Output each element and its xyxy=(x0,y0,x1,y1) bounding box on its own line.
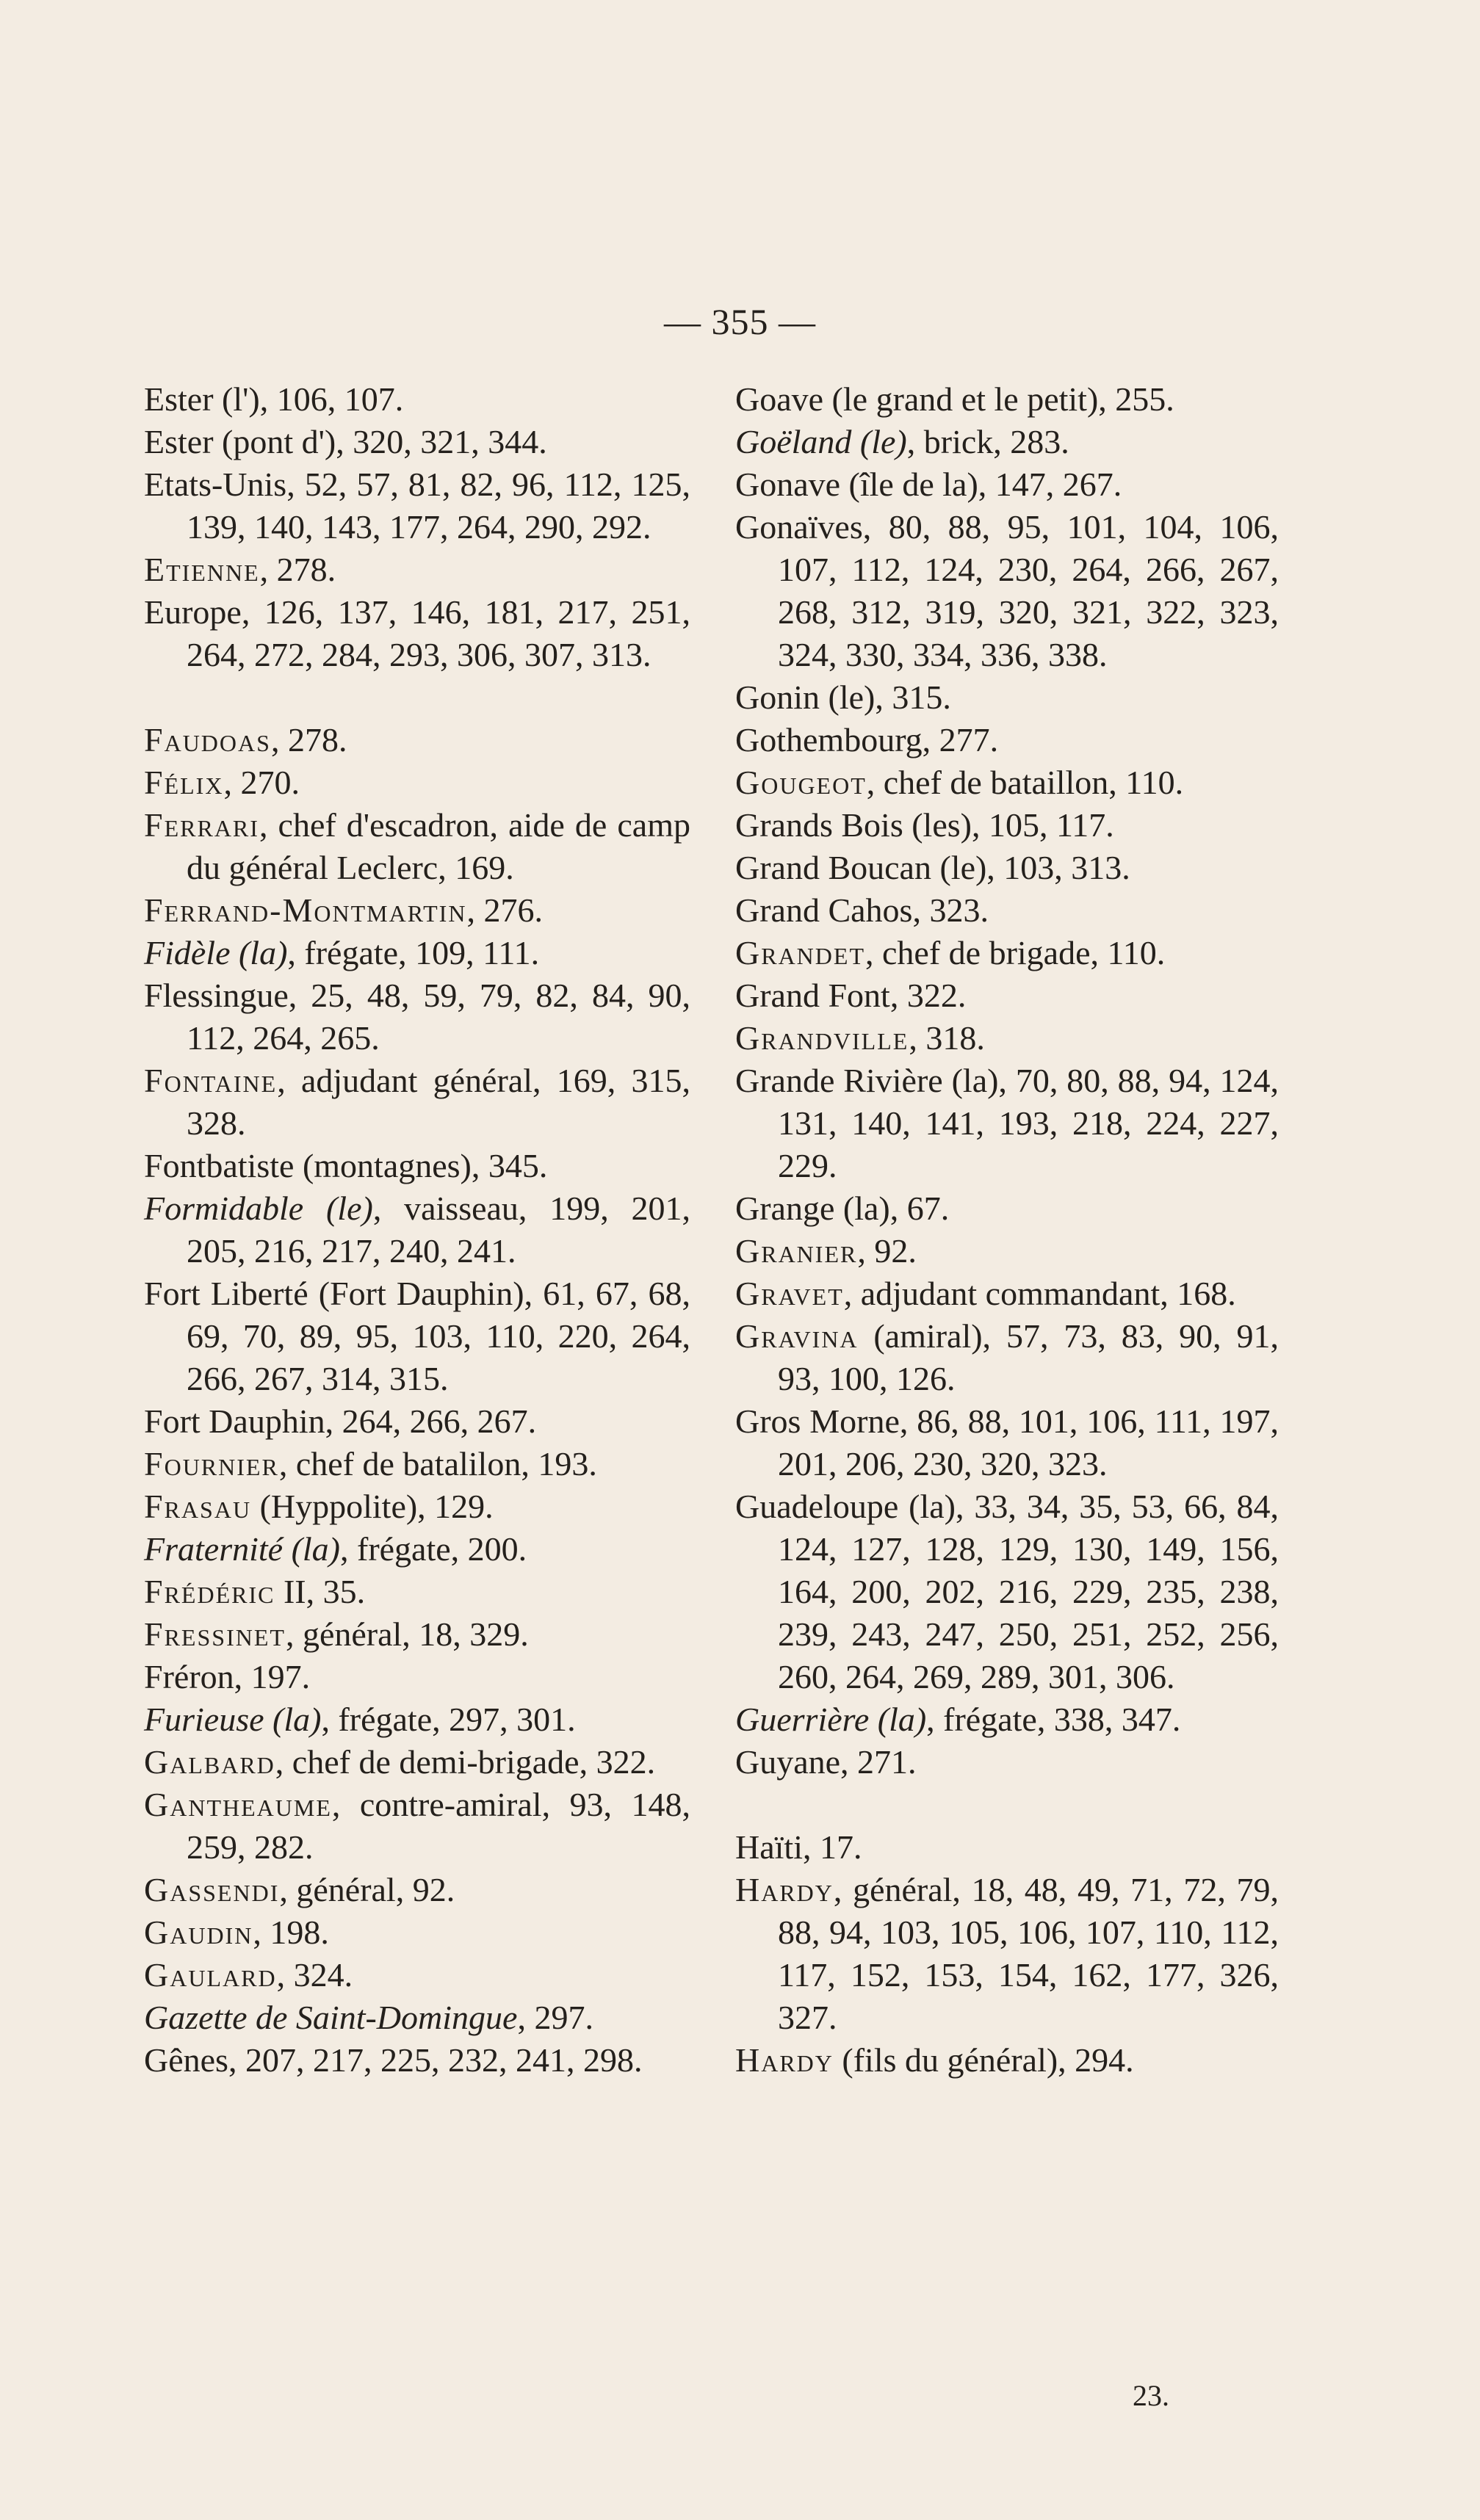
section-gap xyxy=(735,1784,1279,1826)
entry-name: Gaulard xyxy=(144,1956,277,1994)
entry-text: , frégate, 338, 347. xyxy=(926,1701,1181,1738)
entry-text: , frégate, 297, 301. xyxy=(321,1701,576,1738)
index-entry xyxy=(735,1698,1279,1741)
entry-text: , contre-amiral, 93, 148, 259, 282. xyxy=(187,1786,690,1866)
index-entry xyxy=(735,2039,1279,2082)
entry-text: Fontbatiste (montagnes), 345. xyxy=(144,1147,548,1184)
index-entry xyxy=(144,1272,690,1400)
entry-text: Gothembourg, 277. xyxy=(735,721,999,758)
entry-name: Gravina xyxy=(735,1317,859,1355)
entry-name: Fournier xyxy=(144,1445,279,1482)
entry-text: , chef de demi-brigade, 322. xyxy=(275,1743,656,1781)
entry-title: Fraternité (la) xyxy=(144,1530,340,1568)
index-entry xyxy=(735,1400,1279,1485)
entry-text: Haïti, 17. xyxy=(735,1828,862,1866)
index-entry xyxy=(735,1315,1279,1400)
index-entry xyxy=(735,1272,1279,1315)
entry-title: Formidable (le) xyxy=(144,1190,373,1227)
entry-text: Europe, 126, 137, 146, 181, 217, 251, 264, 272, 284, 293, 306, 307, 313. xyxy=(144,593,690,673)
entry-text: Fort Liberté (Fort Dauphin), 61, 67, 68, 69, 70, 89, 95, 103, 110, 220, 264, 266, 267, 314, 315. xyxy=(144,1275,690,1397)
entry-text: Guyane, 271. xyxy=(735,1743,917,1781)
entry-name: Ferrari xyxy=(144,806,259,844)
index-entry xyxy=(735,421,1279,463)
entry-text: Gênes, 207, 217, 225, 232, 241, 298. xyxy=(144,2041,643,2079)
entry-text: Goave (le grand et le petit), 255. xyxy=(735,380,1174,418)
entry-text: (Hyppolite), 129. xyxy=(251,1488,494,1525)
entry-text: Grands Bois (les), 105, 117. xyxy=(735,806,1114,844)
entry-text: Grand Boucan (le), 103, 313. xyxy=(735,849,1130,886)
entry-text: , 318. xyxy=(909,1019,985,1057)
index-entry xyxy=(735,506,1279,676)
entry-text: , adjudant commandant, 168. xyxy=(843,1275,1236,1312)
entry-text: , 92. xyxy=(857,1232,917,1270)
entry-name: Hardy xyxy=(735,2041,834,2079)
entry-name: Gaudin xyxy=(144,1913,253,1951)
entry-text: , 270. xyxy=(223,764,300,801)
index-entry xyxy=(144,2039,690,2082)
index-entry xyxy=(144,1060,690,1145)
entry-text: , général, 18, 329. xyxy=(285,1615,529,1653)
entry-text: Grand Font, 322. xyxy=(735,977,967,1014)
index-entry xyxy=(735,463,1279,506)
entry-text: , chef de brigade, 110. xyxy=(865,934,1166,971)
entry-text: (fils du général), 294. xyxy=(833,2041,1134,2079)
entry-text: , 278. xyxy=(259,551,336,588)
entry-name: Faudoas xyxy=(144,721,271,758)
entry-text: , 297. xyxy=(517,1999,593,2036)
entry-text: Gonave (île de la), 147, 267. xyxy=(735,466,1122,503)
entry-text: Gonin (le), 315. xyxy=(735,678,951,716)
entry-text: , général, 92. xyxy=(279,1871,455,1908)
index-entry xyxy=(144,1443,690,1485)
entry-text: , 276. xyxy=(466,891,543,929)
index-entry xyxy=(735,974,1279,1017)
index-entry xyxy=(144,1954,690,1996)
entry-name: Etienne xyxy=(144,551,260,588)
entry-text: , brick, 283. xyxy=(906,423,1069,460)
index-entry xyxy=(144,548,690,591)
index-entry xyxy=(735,804,1279,847)
entry-name: Galbard xyxy=(144,1743,275,1781)
page-number: — 355 — xyxy=(664,301,816,342)
entry-name: Gantheaume xyxy=(144,1786,332,1823)
entry-title: Furieuse (la) xyxy=(144,1701,322,1738)
entry-text: , frégate, 109, 111. xyxy=(287,934,540,971)
entry-text: (amiral), 57, 73, 83, 90, 91, 93, 100, 126. xyxy=(778,1317,1279,1397)
index-entry xyxy=(144,463,690,548)
entry-text: Guadeloupe (la), 33, 34, 35, 53, 66, 84, 124, 127, 128, 129, 130, 149, 156, 164, 200, 202, 216, 229, 235, 238, 239, 243, 247, 250, 251, 252, 256, 260, 264, 269, 289, 301, 306. xyxy=(735,1488,1279,1695)
index-entry xyxy=(735,378,1279,421)
entry-text: , adjudant général, 169, 315, 328. xyxy=(187,1062,690,1142)
entry-text: Gros Morne, 86, 88, 101, 106, 111, 197, 201, 206, 230, 320, 323. xyxy=(735,1402,1279,1482)
index-entry xyxy=(735,1741,1279,1784)
entry-text: Flessingue, 25, 48, 59, 79, 82, 84, 90, 112, 264, 265. xyxy=(144,977,690,1057)
entry-text: , chef d'escadron, aide de camp du général Leclerc, 169. xyxy=(187,806,690,886)
index-entry xyxy=(144,1571,690,1613)
index-entry xyxy=(144,1784,690,1869)
entry-title: Gazette de Saint-Domingue xyxy=(144,1999,518,2036)
index-entry xyxy=(735,847,1279,889)
index-entry xyxy=(144,761,690,804)
entry-name: Gravet xyxy=(735,1275,844,1312)
entry-text: Ester (pont d'), 320, 321, 344. xyxy=(144,423,547,460)
entry-text: , général, 18, 48, 49, 71, 72, 79, 88, 94, 103, 105, 106, 107, 110, 112, 117, 152, 153, 154, 162, 177, 326, 327. xyxy=(778,1871,1279,2036)
index-entry xyxy=(144,421,690,463)
index-entry xyxy=(735,889,1279,932)
entry-text: Fort Dauphin, 264, 266, 267. xyxy=(144,1402,537,1440)
index-entry xyxy=(144,889,690,932)
index-entry xyxy=(144,1485,690,1528)
index-entry xyxy=(144,591,690,676)
entry-text: Gonaïves, 80, 88, 95, 101, 104, 106, 107, 112, 124, 230, 264, 266, 267, 268, 312, 319, 320, 321, 322, 323, 324, 330, 334, 336, 338. xyxy=(735,508,1279,673)
entry-title: Goëland (le) xyxy=(735,423,907,460)
index-entry xyxy=(735,761,1279,804)
index-entry xyxy=(735,932,1279,974)
index-entry xyxy=(144,1613,690,1656)
index-entry xyxy=(144,804,690,889)
entry-text: Grande Rivière (la), 70, 80, 88, 94, 124, 131, 140, 141, 193, 218, 224, 227, 229. xyxy=(735,1062,1279,1184)
index-entry xyxy=(144,1145,690,1187)
index-entry xyxy=(144,378,690,421)
entry-name: Frédéric xyxy=(144,1573,275,1610)
section-gap xyxy=(144,676,690,719)
index-entry xyxy=(144,1996,690,2039)
index-entry xyxy=(144,1528,690,1571)
index-entry xyxy=(144,1741,690,1784)
index-entry xyxy=(144,932,690,974)
entry-name: Gougeot xyxy=(735,764,867,801)
index-entry xyxy=(144,1187,690,1272)
entry-text: , 278. xyxy=(270,721,347,758)
index-entry xyxy=(144,1656,690,1698)
entry-title: Guerrière (la) xyxy=(735,1701,927,1738)
index-entry xyxy=(144,1400,690,1443)
entry-text: II, 35. xyxy=(275,1573,366,1610)
index-entry xyxy=(735,1869,1279,2039)
entry-name: Félix xyxy=(144,764,224,801)
entry-name: Ferrand-Montmartin xyxy=(144,891,467,929)
entry-text: , chef de bataillon, 110. xyxy=(866,764,1184,801)
entry-text: , chef de batalilon, 193. xyxy=(278,1445,597,1482)
entry-text: Fréron, 197. xyxy=(144,1658,311,1695)
index-entry xyxy=(735,676,1279,719)
entry-name: Fontaine xyxy=(144,1062,278,1099)
index-entry xyxy=(735,719,1279,761)
entry-text: , 198. xyxy=(253,1913,329,1951)
index-entry xyxy=(735,1187,1279,1230)
entry-name: Frasau xyxy=(144,1488,252,1525)
index-entry xyxy=(144,974,690,1060)
index-entry xyxy=(735,1230,1279,1272)
entry-text: , 324. xyxy=(276,1956,353,1994)
entry-name: Grandville xyxy=(735,1019,909,1057)
entry-text: Etats-Unis, 52, 57, 81, 82, 96, 112, 125, 139, 140, 143, 177, 264, 290, 292. xyxy=(144,466,690,546)
entry-text: , frégate, 200. xyxy=(340,1530,527,1568)
entry-text: Grange (la), 67. xyxy=(735,1190,950,1227)
index-entry xyxy=(735,1485,1279,1698)
index-entry xyxy=(144,719,690,761)
entry-text: , vaisseau, 199, 201, 205, 216, 217, 240, 241. xyxy=(187,1190,690,1270)
entry-text: Ester (l'), 106, 107. xyxy=(144,380,404,418)
index-entry xyxy=(144,1869,690,1911)
index-entry xyxy=(735,1060,1279,1187)
entry-name: Gassendi xyxy=(144,1871,280,1908)
index-entry xyxy=(144,1911,690,1954)
index-entry xyxy=(735,1826,1279,1869)
entry-name: Granier xyxy=(735,1232,858,1270)
index-entry xyxy=(735,1017,1279,1060)
index-entry xyxy=(144,1698,690,1741)
entry-name: Grandet xyxy=(735,934,865,971)
entry-name: Hardy xyxy=(735,1871,834,1908)
signature-mark: 23. xyxy=(1133,2379,1169,2412)
entry-name: Fressinet xyxy=(144,1615,286,1653)
entry-text: Grand Cahos, 323. xyxy=(735,891,989,929)
index-column-left xyxy=(144,378,690,2082)
entry-title: Fidèle (la) xyxy=(144,934,288,971)
index-column-right xyxy=(735,378,1279,2082)
